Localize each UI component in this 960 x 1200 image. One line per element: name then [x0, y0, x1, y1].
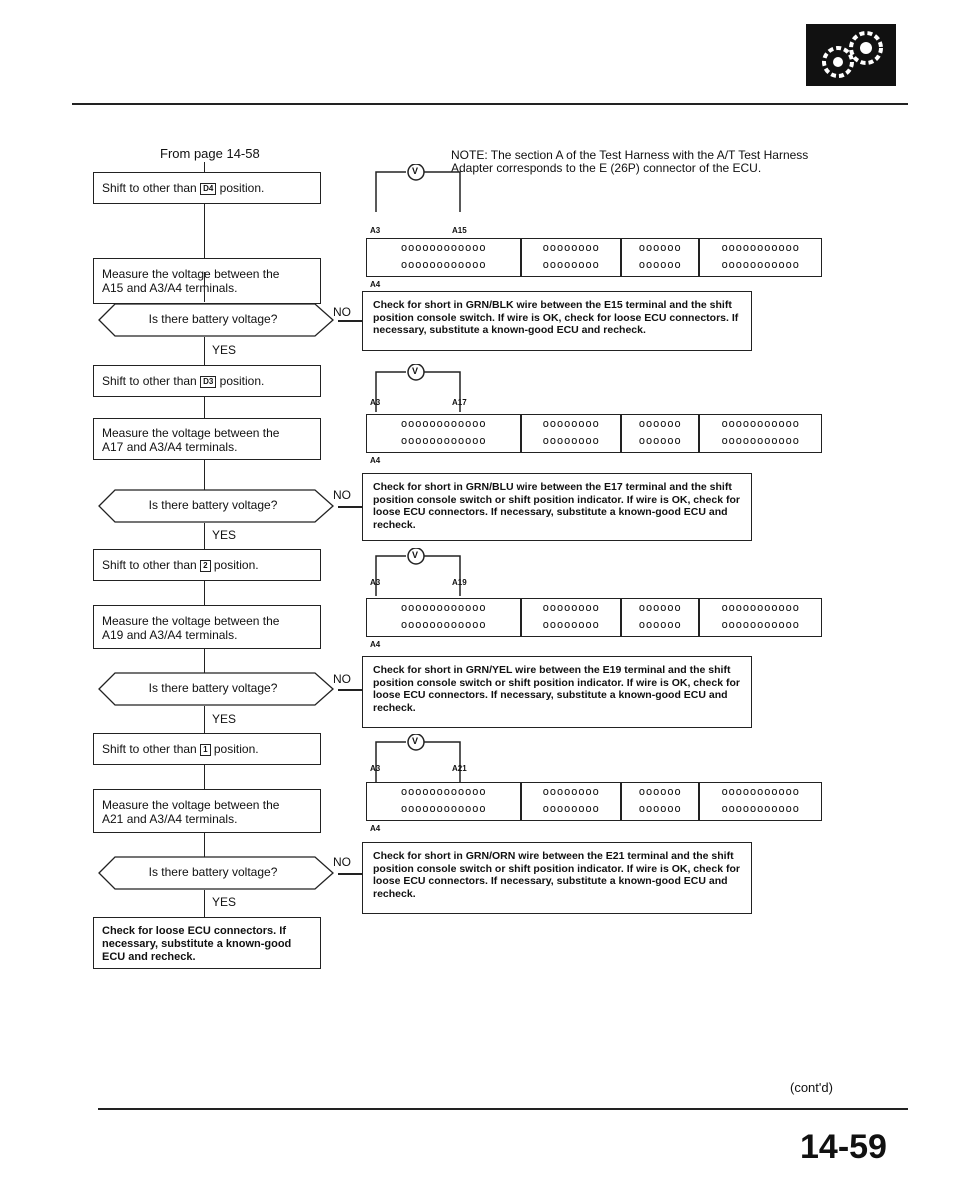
measure-step-4: Measure the voltage between the A21 and A3/A4 terminals.	[93, 789, 321, 833]
continued-label: (cont'd)	[790, 1080, 833, 1095]
note-text: NOTE: The section A of the Test Harness with the A/T Test Harness Adapter corresponds to the E (26P) connector of the ECU.	[451, 148, 809, 175]
no-label-2: NO	[333, 488, 351, 502]
check-box-3: Check for short in GRN/YEL wire between the E19 terminal and the shift position console switch or shift position indicator. If wire is OK, check for loose ECU connectors. If necessary, substitute a known-good ECU and recheck.	[362, 656, 752, 728]
battery-question-4: Is there battery voltage?	[93, 856, 338, 890]
key-1: 1	[200, 744, 210, 756]
measure-step-2: Measure the voltage between the A17 and A3/A4 terminals.	[93, 418, 321, 460]
header-rule	[72, 103, 908, 105]
battery-question-3: Is there battery voltage?	[93, 672, 338, 706]
no-label-4: NO	[333, 855, 351, 869]
pin-a4: A4	[370, 640, 381, 649]
pin-a3: A3	[370, 578, 381, 587]
connector-4: oooooooooooo oooooooooooo oooooooo oooooooo oooooo oooooo ooooooooooo ooooooooooo	[366, 782, 822, 821]
connector-2: oooooooooooo oooooooooooo oooooooo oooooooo oooooo oooooo ooooooooooo ooooooooooo	[366, 414, 822, 453]
voltmeter-symbol: V	[412, 550, 419, 560]
measure-step-1: Measure the voltage between the A15 and A3/A4 terminals.	[93, 258, 321, 304]
pin-label: A21	[452, 764, 467, 773]
yes-label-3: YES	[212, 712, 237, 726]
voltmeter-symbol: V	[412, 166, 419, 176]
key-d3: D3	[200, 376, 216, 388]
measure-step-3: Measure the voltage between the A19 and A3/A4 terminals.	[93, 605, 321, 649]
check-box-2: Check for short in GRN/BLU wire between the E17 terminal and the shift position console switch or shift position indicator. If wire is OK, check for loose ECU connectors. If necessary, substitute a known-good ECU and recheck.	[362, 473, 752, 541]
pin-a3: A3	[370, 398, 381, 407]
shift-step-4: Shift to other than 1 position.	[93, 733, 321, 765]
shift-step-3: Shift to other than 2 position.	[93, 549, 321, 581]
battery-question-2: Is there battery voltage?	[93, 489, 338, 523]
footer-rule	[98, 1108, 908, 1110]
no-label-1: NO	[333, 305, 351, 319]
check-box-1: Check for short in GRN/BLK wire between the E15 terminal and the shift position console switch. If wire is OK, check for loose ECU connectors. If necessary, substitute a known-good ECU and recheck.	[362, 291, 752, 351]
check-box-4: Check for short in GRN/ORN wire between the E21 terminal and the shift position console switch or shift position indicator. If wire is OK, check for loose ECU connectors. If necessary, substitute a known-good ECU and recheck.	[362, 842, 752, 914]
page-number: 14-59	[800, 1128, 887, 1166]
shift-step-2: Shift to other than D3 position.	[93, 365, 321, 397]
yes-label-4: YES	[212, 895, 237, 909]
voltmeter-symbol: V	[412, 366, 419, 376]
pin-label: A15	[452, 226, 467, 235]
pin-label: A17	[452, 398, 467, 407]
yes-label-1: YES	[212, 343, 237, 357]
yes-label-2: YES	[212, 528, 237, 542]
key-2: 2	[200, 560, 210, 572]
voltmeter-symbol: V	[412, 736, 419, 746]
pin-label: A19	[452, 578, 467, 587]
pin-a3: A3	[370, 226, 381, 235]
connector-3: oooooooooooo oooooooooooo oooooooo oooooooo oooooo oooooo ooooooooooo ooooooooooo	[366, 598, 822, 637]
pin-a3: A3	[370, 764, 381, 773]
final-check-box: Check for loose ECU connectors. If necessary, substitute a known-good ECU and recheck.	[93, 917, 321, 969]
pin-a4: A4	[370, 456, 381, 465]
pin-a4: A4	[370, 824, 381, 833]
voltmeter-diagram-1	[370, 164, 472, 235]
pin-a4: A4	[370, 280, 381, 289]
from-page-label: From page 14-58	[160, 146, 260, 161]
shift-step-1: Shift to other than D4 position.	[93, 172, 321, 204]
connector-1: oooooooooooo oooooooooooo oooooooo oooooooo oooooo oooooo ooooooooooo ooooooooooo	[366, 238, 822, 277]
battery-question-1: Is there battery voltage?	[93, 303, 338, 337]
no-label-3: NO	[333, 672, 351, 686]
key-d4: D4	[200, 183, 216, 195]
gear-icon	[806, 24, 896, 86]
